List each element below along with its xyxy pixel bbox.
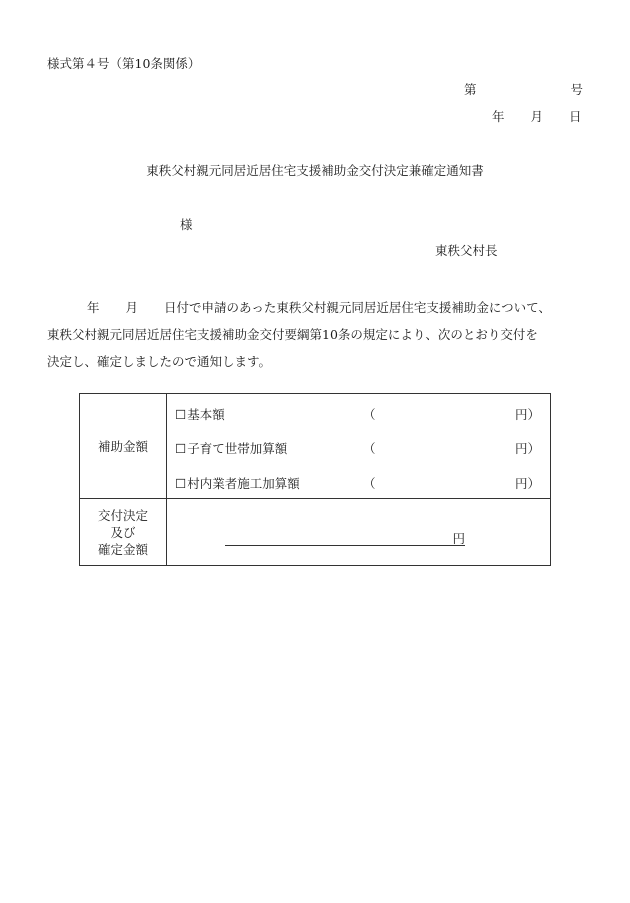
checkbox-local-contractor-addition[interactable]: ☐ — [175, 476, 187, 491]
date-day: 日 — [569, 109, 582, 124]
item-label: 村内業者施工加算額 — [187, 476, 300, 491]
body-line-3: 決定し、確定しましたので通知します。 — [47, 354, 272, 369]
date-year: 年 — [492, 109, 505, 124]
item-label: 子育て世帯加算額 — [187, 441, 288, 456]
checkbox-basic-amount[interactable]: ☐ — [175, 407, 187, 422]
total-label-line-2: 及び — [110, 524, 136, 540]
checkbox-childcare-addition[interactable]: ☐ — [175, 441, 187, 456]
body-line-1 — [47, 294, 587, 321]
doc-number-suffix: 号 — [570, 82, 583, 97]
amount-paren-open: （ — [363, 407, 376, 422]
form-number: 様式第４号（第10条関係） — [47, 56, 201, 71]
subsidy-items-cell — [167, 394, 551, 499]
body-year: 年 — [87, 300, 100, 315]
amount-paren-open: （ — [363, 441, 376, 456]
total-amount-field[interactable] — [225, 529, 465, 546]
amount-paren-close: 円） — [515, 476, 541, 491]
total-label-line-1: 交付決定 — [97, 507, 148, 523]
document-title: 東秩父村親元同居近居住宅支援補助金交付決定兼確定通知書 — [146, 163, 484, 178]
total-amount-cell — [167, 499, 551, 566]
addressee-suffix: 様 — [180, 217, 193, 232]
total-unit: 円 — [452, 531, 465, 546]
body-month: 月 — [125, 300, 139, 315]
subsidy-amount-table — [79, 393, 551, 566]
subsidy-row — [80, 394, 551, 499]
amount-paren-close: 円） — [515, 407, 541, 422]
issuer-name: 東秩父村長 — [435, 243, 498, 258]
item-local-contractor-addition — [175, 474, 550, 490]
body-line-1-text: 日付で申請のあった東秩父村親元同居近居住宅支援補助金について、 — [164, 300, 551, 315]
item-label: 基本額 — [187, 407, 225, 422]
item-childcare-addition — [175, 439, 550, 455]
amount-paren-open: （ — [363, 476, 376, 491]
issue-date — [492, 111, 582, 124]
amount-paren-close: 円） — [515, 441, 541, 456]
body-line-2: 東秩父村親元同居近居住宅支援補助金交付要綱第10条の規定により、次のとおり交付を — [47, 327, 538, 342]
doc-number-prefix: 第 — [464, 82, 477, 97]
item-basic-amount — [175, 405, 550, 421]
date-month: 月 — [530, 109, 544, 124]
document-number — [464, 84, 583, 97]
total-row — [80, 499, 551, 566]
total-label — [80, 499, 167, 566]
subsidy-label: 補助金額 — [80, 394, 167, 499]
notice-body — [47, 294, 587, 375]
total-label-line-3: 確定金額 — [97, 541, 148, 557]
